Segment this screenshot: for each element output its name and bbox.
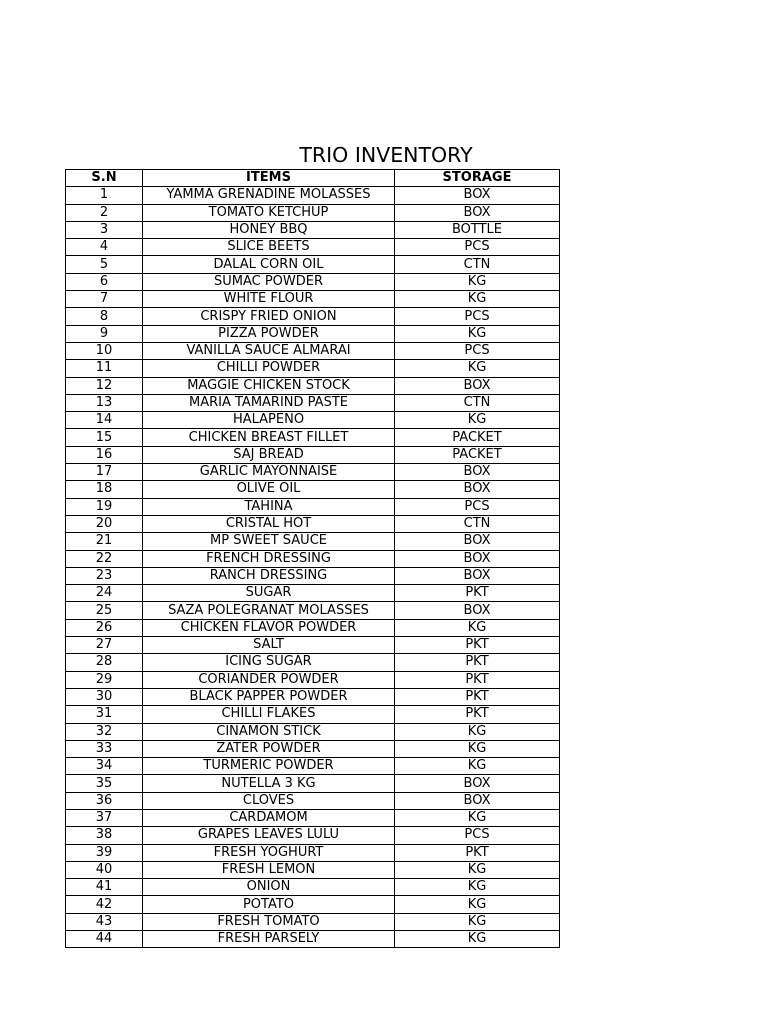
cell-storage: KG xyxy=(395,723,560,740)
cell-item: FRESH PARSELY xyxy=(143,931,395,948)
cell-storage: BOX xyxy=(395,550,560,567)
cell-sn: 4 xyxy=(66,239,143,256)
cell-item: DALAL CORN OIL xyxy=(143,256,395,273)
cell-item: CHICKEN FLAVOR POWDER xyxy=(143,619,395,636)
table-row xyxy=(66,291,560,308)
page-title: TRIO INVENTORY xyxy=(299,143,473,167)
cell-storage: PKT xyxy=(395,844,560,861)
table-row xyxy=(66,775,560,792)
table-row xyxy=(66,792,560,809)
cell-storage: KG xyxy=(395,896,560,913)
table-row xyxy=(66,740,560,757)
cell-storage: PCS xyxy=(395,308,560,325)
inventory-table xyxy=(65,169,560,948)
cell-item: CRISTAL HOT xyxy=(143,515,395,532)
table-row xyxy=(66,239,560,256)
cell-sn: 17 xyxy=(66,464,143,481)
cell-item: TOMATO KETCHUP xyxy=(143,204,395,221)
table-header-row xyxy=(66,170,560,187)
cell-storage: BOX xyxy=(395,567,560,584)
cell-item: SUGAR xyxy=(143,585,395,602)
cell-item: ICING SUGAR xyxy=(143,654,395,671)
cell-storage: KG xyxy=(395,879,560,896)
cell-sn: 26 xyxy=(66,619,143,636)
cell-item: CHICKEN BREAST FILLET xyxy=(143,429,395,446)
column-header-storage: STORAGE xyxy=(395,170,560,187)
cell-item: CHILLI FLAKES xyxy=(143,706,395,723)
cell-item: PIZZA POWDER xyxy=(143,325,395,342)
cell-storage: CTN xyxy=(395,515,560,532)
cell-storage: KG xyxy=(395,809,560,826)
cell-item: MARIA TAMARIND PASTE xyxy=(143,394,395,411)
cell-item: NUTELLA 3 KG xyxy=(143,775,395,792)
cell-storage: PCS xyxy=(395,342,560,359)
cell-item: ONION xyxy=(143,879,395,896)
table-row xyxy=(66,464,560,481)
table-row xyxy=(66,844,560,861)
cell-storage: KG xyxy=(395,360,560,377)
table-row xyxy=(66,394,560,411)
cell-sn: 13 xyxy=(66,394,143,411)
cell-item: HONEY BBQ xyxy=(143,221,395,238)
cell-storage: KG xyxy=(395,325,560,342)
cell-sn: 27 xyxy=(66,637,143,654)
cell-sn: 15 xyxy=(66,429,143,446)
table-row xyxy=(66,637,560,654)
cell-storage: BOTTLE xyxy=(395,221,560,238)
cell-sn: 25 xyxy=(66,602,143,619)
table-row xyxy=(66,308,560,325)
table-row xyxy=(66,619,560,636)
cell-item: FRESH LEMON xyxy=(143,861,395,878)
cell-storage: PKT xyxy=(395,688,560,705)
cell-sn: 8 xyxy=(66,308,143,325)
cell-item: HALAPENO xyxy=(143,412,395,429)
cell-storage: PKT xyxy=(395,637,560,654)
table-row xyxy=(66,515,560,532)
cell-sn: 31 xyxy=(66,706,143,723)
table-row xyxy=(66,342,560,359)
cell-sn: 20 xyxy=(66,515,143,532)
cell-item: FRENCH DRESSING xyxy=(143,550,395,567)
cell-item: TAHINA xyxy=(143,498,395,515)
table-row xyxy=(66,688,560,705)
cell-sn: 2 xyxy=(66,204,143,221)
table-row xyxy=(66,446,560,463)
cell-sn: 34 xyxy=(66,758,143,775)
cell-storage: PACKET xyxy=(395,446,560,463)
cell-storage: KG xyxy=(395,740,560,757)
table-row xyxy=(66,360,560,377)
table-row xyxy=(66,654,560,671)
cell-storage: BOX xyxy=(395,204,560,221)
cell-storage: BOX xyxy=(395,602,560,619)
cell-storage: KG xyxy=(395,913,560,930)
cell-item: CHILLI POWDER xyxy=(143,360,395,377)
table-row xyxy=(66,221,560,238)
cell-storage: PKT xyxy=(395,706,560,723)
table-row xyxy=(66,931,560,948)
cell-storage: CTN xyxy=(395,256,560,273)
cell-item: GRAPES LEAVES LULU xyxy=(143,827,395,844)
table-row xyxy=(66,671,560,688)
column-header-items: ITEMS xyxy=(143,170,395,187)
cell-item: YAMMA GRENADINE MOLASSES xyxy=(143,187,395,204)
cell-item: BLACK PAPPER POWDER xyxy=(143,688,395,705)
table-row xyxy=(66,723,560,740)
cell-storage: KG xyxy=(395,861,560,878)
table-row xyxy=(66,602,560,619)
cell-storage: BOX xyxy=(395,187,560,204)
cell-storage: KG xyxy=(395,273,560,290)
table-row xyxy=(66,879,560,896)
cell-storage: PKT xyxy=(395,585,560,602)
cell-item: SLICE BEETS xyxy=(143,239,395,256)
cell-sn: 36 xyxy=(66,792,143,809)
cell-storage: KG xyxy=(395,758,560,775)
cell-storage: PACKET xyxy=(395,429,560,446)
cell-storage: BOX xyxy=(395,481,560,498)
cell-item: CINAMON STICK xyxy=(143,723,395,740)
cell-sn: 23 xyxy=(66,567,143,584)
cell-sn: 43 xyxy=(66,913,143,930)
cell-item: MP SWEET SAUCE xyxy=(143,533,395,550)
table-row xyxy=(66,429,560,446)
cell-storage: PCS xyxy=(395,239,560,256)
cell-item: POTATO xyxy=(143,896,395,913)
table-body xyxy=(66,187,560,948)
cell-item: ZATER POWDER xyxy=(143,740,395,757)
cell-sn: 5 xyxy=(66,256,143,273)
table-row xyxy=(66,187,560,204)
cell-item: CORIANDER POWDER xyxy=(143,671,395,688)
cell-item: CRISPY FRIED ONION xyxy=(143,308,395,325)
table-row xyxy=(66,498,560,515)
cell-sn: 14 xyxy=(66,412,143,429)
cell-storage: PCS xyxy=(395,498,560,515)
cell-sn: 24 xyxy=(66,585,143,602)
cell-sn: 16 xyxy=(66,446,143,463)
cell-sn: 11 xyxy=(66,360,143,377)
cell-sn: 35 xyxy=(66,775,143,792)
cell-item: VANILLA SAUCE ALMARAI xyxy=(143,342,395,359)
cell-sn: 18 xyxy=(66,481,143,498)
cell-storage: BOX xyxy=(395,533,560,550)
table-row xyxy=(66,758,560,775)
table-row xyxy=(66,325,560,342)
cell-sn: 32 xyxy=(66,723,143,740)
cell-sn: 33 xyxy=(66,740,143,757)
cell-item: MAGGIE CHICKEN STOCK xyxy=(143,377,395,394)
cell-sn: 39 xyxy=(66,844,143,861)
table-row xyxy=(66,827,560,844)
cell-sn: 37 xyxy=(66,809,143,826)
cell-sn: 6 xyxy=(66,273,143,290)
cell-sn: 38 xyxy=(66,827,143,844)
cell-storage: BOX xyxy=(395,377,560,394)
table-row xyxy=(66,204,560,221)
cell-sn: 7 xyxy=(66,291,143,308)
table-row xyxy=(66,550,560,567)
cell-item: FRESH TOMATO xyxy=(143,913,395,930)
cell-storage: PKT xyxy=(395,654,560,671)
cell-sn: 28 xyxy=(66,654,143,671)
cell-storage: KG xyxy=(395,291,560,308)
cell-storage: KG xyxy=(395,931,560,948)
cell-item: WHITE FLOUR xyxy=(143,291,395,308)
cell-storage: BOX xyxy=(395,464,560,481)
cell-sn: 41 xyxy=(66,879,143,896)
cell-sn: 44 xyxy=(66,931,143,948)
cell-storage: KG xyxy=(395,619,560,636)
cell-item: CLOVES xyxy=(143,792,395,809)
cell-sn: 40 xyxy=(66,861,143,878)
cell-item: RANCH DRESSING xyxy=(143,567,395,584)
cell-item: FRESH YOGHURT xyxy=(143,844,395,861)
cell-sn: 12 xyxy=(66,377,143,394)
table-row xyxy=(66,913,560,930)
cell-sn: 42 xyxy=(66,896,143,913)
table-row xyxy=(66,533,560,550)
cell-sn: 3 xyxy=(66,221,143,238)
cell-item: SALT xyxy=(143,637,395,654)
cell-item: GARLIC MAYONNAISE xyxy=(143,464,395,481)
cell-sn: 22 xyxy=(66,550,143,567)
cell-storage: CTN xyxy=(395,394,560,411)
table-row xyxy=(66,481,560,498)
table-row xyxy=(66,706,560,723)
cell-storage: PCS xyxy=(395,827,560,844)
cell-sn: 10 xyxy=(66,342,143,359)
table-row xyxy=(66,861,560,878)
cell-sn: 1 xyxy=(66,187,143,204)
cell-item: CARDAMOM xyxy=(143,809,395,826)
cell-sn: 29 xyxy=(66,671,143,688)
cell-item: TURMERIC POWDER xyxy=(143,758,395,775)
cell-sn: 21 xyxy=(66,533,143,550)
table-row xyxy=(66,256,560,273)
cell-storage: BOX xyxy=(395,792,560,809)
column-header-sn: S.N xyxy=(66,170,143,187)
table-row xyxy=(66,412,560,429)
table-row xyxy=(66,585,560,602)
cell-item: SAJ BREAD xyxy=(143,446,395,463)
table-row xyxy=(66,809,560,826)
cell-sn: 30 xyxy=(66,688,143,705)
cell-storage: BOX xyxy=(395,775,560,792)
table-row xyxy=(66,896,560,913)
table-row xyxy=(66,567,560,584)
cell-storage: KG xyxy=(395,412,560,429)
cell-sn: 9 xyxy=(66,325,143,342)
table-row xyxy=(66,377,560,394)
cell-item: SAZA POLEGRANAT MOLASSES xyxy=(143,602,395,619)
cell-storage: PKT xyxy=(395,671,560,688)
cell-item: SUMAC POWDER xyxy=(143,273,395,290)
cell-item: OLIVE OIL xyxy=(143,481,395,498)
cell-sn: 19 xyxy=(66,498,143,515)
table-row xyxy=(66,273,560,290)
